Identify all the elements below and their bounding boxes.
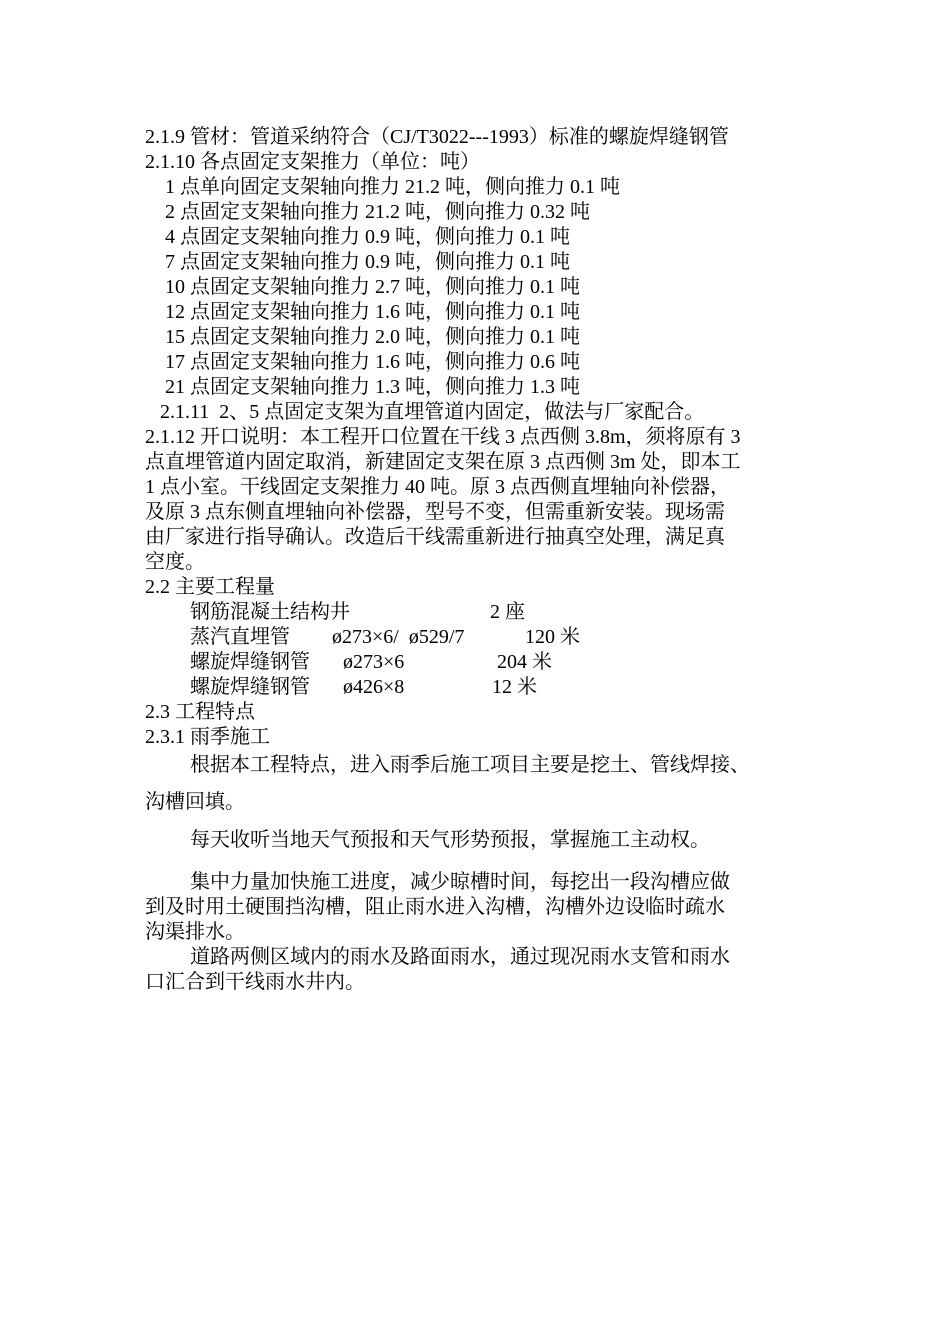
paragraph-line: 2.1.12 开口说明：本工程开口位置在干线 3 点西侧 3.8m，须将原有 3 (145, 426, 741, 448)
quantity-amount: 120 米 (525, 626, 580, 648)
paragraph-line: 空度。 (145, 551, 205, 573)
section-2-3-heading: 2.3 工程特点 (145, 701, 255, 723)
paragraph-line: 根据本工程特点，进入雨季后施工项目主要是挖土、管线焊接、 (190, 754, 750, 776)
paragraph-line: 沟渠排水。 (145, 921, 245, 943)
section-2-1-11: 2.1.11 2、5 点固定支架为直埋管道内固定，做法与厂家配合。 (160, 401, 705, 423)
quantity-amount: 2 座 (490, 601, 525, 623)
quantity-name: 钢筋混凝土结构井 (190, 601, 350, 623)
quantity-spec: ø273×6/ ø529/7 (332, 626, 465, 648)
section-2-1-10-heading: 2.1.10 各点固定支架推力（单位：吨） (145, 151, 480, 173)
section-2-2-heading: 2.2 主要工程量 (145, 576, 275, 598)
section-2-1-9: 2.1.9 管材：管道采纳符合（CJ/T3022---1993）标准的螺旋焊缝钢管 (145, 126, 729, 148)
quantity-amount: 204 米 (497, 651, 552, 673)
thrust-item: 1 点单向固定支架轴向推力 21.2 吨，侧向推力 0.1 吨 (165, 176, 620, 198)
paragraph-line: 到及时用土硬围挡沟槽，阻止雨水进入沟槽，沟槽外边设临时疏水 (145, 896, 725, 918)
paragraph-weather-forecast: 每天收听当地天气预报和天气形势预报，掌握施工主动权。 (190, 829, 710, 851)
paragraph-line: 沟槽回填。 (145, 791, 245, 813)
quantity-name: 螺旋焊缝钢管 (190, 676, 310, 698)
quantity-name: 螺旋焊缝钢管 (190, 651, 310, 673)
thrust-item: 2 点固定支架轴向推力 21.2 吨，侧向推力 0.32 吨 (165, 201, 590, 223)
thrust-item: 10 点固定支架轴向推力 2.7 吨，侧向推力 0.1 吨 (165, 276, 580, 298)
thrust-item: 21 点固定支架轴向推力 1.3 吨，侧向推力 1.3 吨 (165, 376, 580, 398)
paragraph-line: 点直埋管道内固定取消，新建固定支架在原 3 点西侧 3m 处，即本工 (145, 451, 741, 473)
section-2-3-1-heading: 2.3.1 雨季施工 (145, 726, 270, 748)
paragraph-line: 1 点小室。干线固定支架推力 40 吨。原 3 点西侧直埋轴向补偿器， (145, 476, 730, 498)
paragraph-line: 由厂家进行指导确认。改造后干线需重新进行抽真空处理，满足真 (145, 526, 725, 548)
thrust-item: 7 点固定支架轴向推力 0.9 吨，侧向推力 0.1 吨 (165, 251, 570, 273)
paragraph-line: 口汇合到干线雨水井内。 (145, 971, 365, 993)
quantity-name: 蒸汽直埋管 (190, 626, 290, 648)
thrust-item: 12 点固定支架轴向推力 1.6 吨，侧向推力 0.1 吨 (165, 301, 580, 323)
quantity-amount: 12 米 (492, 676, 537, 698)
thrust-item: 4 点固定支架轴向推力 0.9 吨，侧向推力 0.1 吨 (165, 226, 570, 248)
thrust-item: 17 点固定支架轴向推力 1.6 吨，侧向推力 0.6 吨 (165, 351, 580, 373)
quantity-spec: ø426×8 (343, 676, 405, 698)
thrust-item: 15 点固定支架轴向推力 2.0 吨，侧向推力 0.1 吨 (165, 326, 580, 348)
paragraph-line: 及原 3 点东侧直埋轴向补偿器，型号不变，但需重新安装。现场需 (145, 501, 725, 523)
paragraph-line: 道路两侧区域内的雨水及路面雨水，通过现况雨水支管和雨水 (190, 946, 730, 968)
paragraph-line: 集中力量加快施工进度，减少晾槽时间，每挖出一段沟槽应做 (190, 871, 730, 893)
quantity-spec: ø273×6 (343, 651, 405, 673)
